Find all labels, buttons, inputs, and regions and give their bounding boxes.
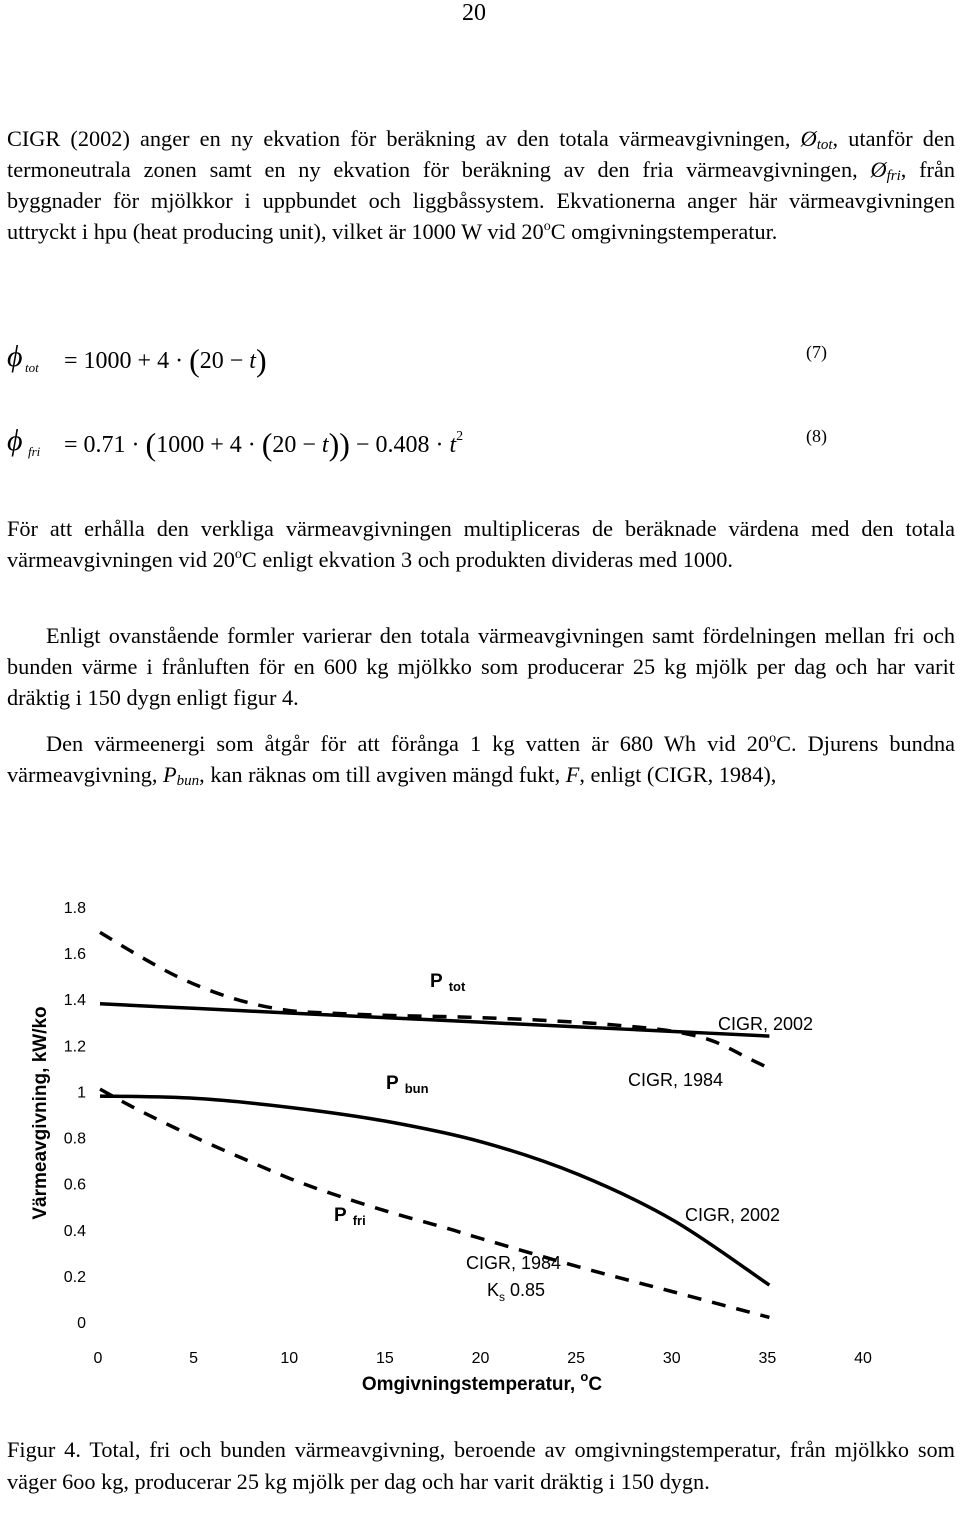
x-tick-label: 5 xyxy=(189,1350,199,1367)
paragraph-3 xyxy=(7,620,955,713)
para3-line3: mjölk per dag och har varit dräktig i 150 dygn enligt figur 4. xyxy=(7,654,955,710)
symbol-f: F xyxy=(565,762,580,787)
label-p-tot: P $_{tot}$ xyxy=(430,971,466,994)
para4-line2: bundna värmeavgivning, xyxy=(7,731,956,787)
para4-line2b: , kan räknas om till avgiven mängd fukt, xyxy=(199,762,566,787)
series-line-p-tot-cigr-1984 xyxy=(100,932,769,1068)
x-tick-label: 30 xyxy=(662,1350,681,1367)
para4-line2c: , enligt (CIGR, xyxy=(579,762,714,787)
paragraph-4 xyxy=(7,728,955,790)
label-ks: $K_s$ 0.85 xyxy=(487,1280,546,1304)
para2-line2: den totala värmeavgivningen vid 20 xyxy=(7,516,955,572)
para1-line5: 1000 W vid 20 xyxy=(411,219,544,244)
symbol-o-tot: Ø xyxy=(800,126,817,151)
subscript-tot: tot xyxy=(816,137,833,153)
series-line-p-fri-cigr-1984-ks-0-85 xyxy=(100,1089,769,1317)
equation-8-number: (8) xyxy=(806,426,827,446)
para2-line2b: C enligt ekvation 3 och produkten divideras med xyxy=(241,547,678,572)
phi-symbol: ϕ xyxy=(7,340,23,373)
degree-sup: o xyxy=(769,731,777,746)
heat-emission-chart xyxy=(0,885,960,1425)
y-tick-label: 0.6 xyxy=(63,1176,86,1194)
para1-line2: , utanför den termoneutrala zonen samt en ny ekvation för beräkning av den fria xyxy=(7,126,955,182)
para1-line3: värmeavgivningen, xyxy=(686,157,871,182)
y-tick-label: 0.8 xyxy=(63,1130,86,1148)
para1-line5b: C omgivningstemperatur. xyxy=(550,219,778,244)
para1-line1: CIGR (2002) anger en ny ekvation för beräkning av den totala värmeavgivningen, xyxy=(7,126,791,151)
x-tick-label: 0 xyxy=(93,1350,103,1367)
y-tick-label: 0.2 xyxy=(63,1268,86,1286)
label-cigr1984-tot: CIGR, 1984 xyxy=(628,1070,724,1090)
paragraph-2 xyxy=(7,513,955,575)
degree-sup: o xyxy=(234,547,242,562)
para4-line1b: C. Djurens xyxy=(776,731,879,756)
label-cigr2002-fri: CIGR, 2002 xyxy=(685,1205,781,1225)
para3-line1: Enligt ovanstående formler varierar den totala värmeavgivningen samt fördelningen xyxy=(46,623,817,648)
symbol-o-fri: Ø xyxy=(870,157,887,182)
para4-line3: 1984), xyxy=(718,762,777,787)
phi-subscript: fri xyxy=(28,444,41,459)
x-axis-ticks xyxy=(94,1350,872,1367)
equation-8-expression: = $0.71 \cdot (1000 + 4 \cdot (20 - t)) - 0.408 \cdot t^2$ xyxy=(64,426,464,462)
equation-7-number: (7) xyxy=(806,342,827,362)
subscript-bun: bun xyxy=(176,773,200,789)
equation-7 xyxy=(7,340,827,390)
equation-8 xyxy=(7,424,827,474)
phi-symbol: ϕ xyxy=(7,424,23,457)
y-axis-ticks xyxy=(64,900,86,1332)
y-tick-label: 1 xyxy=(77,1084,86,1102)
symbol-p: P xyxy=(163,762,177,787)
y-tick-label: 1.8 xyxy=(63,900,86,917)
para1-line4: Ekvationerna anger här värmeavgivningen uttryckt i hpu (heat producing unit), vilket är xyxy=(7,188,955,244)
equation-7-expression: = 1000 + 4 · (20 − t) xyxy=(64,342,267,378)
y-axis-label: Värmeavgivning, kW/ko xyxy=(30,1006,51,1220)
para4-line1: Den värmeenergi som åtgår för att förånga 1 kg vatten är 680 Wh vid 20 xyxy=(46,731,770,756)
x-tick-label: 10 xyxy=(280,1350,299,1367)
para2-line1: För att erhålla den verkliga värmeavgivningen multipliceras de beräknade värdena med xyxy=(7,516,850,541)
para2-line3: 1000. xyxy=(682,547,733,572)
x-tick-label: 40 xyxy=(854,1350,872,1367)
y-tick-label: 1.4 xyxy=(63,992,86,1010)
label-p-bun: P $_{bun}$ xyxy=(386,1073,429,1096)
figure-caption: Figur 4. Total, fri och bunden värmeavgivning, beroende av omgivningstemperatur, från mjölkko som väger 6oo kg, producerar 25 kg mjölk per dag och har varit dräktig i 150 dygn. xyxy=(7,1437,955,1494)
page-number: 20 xyxy=(462,0,486,26)
x-tick-label: 35 xyxy=(758,1350,777,1367)
label-p-fri: P $_{fri}$ xyxy=(334,1205,366,1228)
y-tick-label: 0 xyxy=(77,1315,86,1332)
para3-line2: mellan fri och bunden värme i frånluften för en 600 kg mjölkko som producerar 25 kg xyxy=(7,623,955,679)
intro-paragraph xyxy=(7,123,955,247)
series-line-p-fri-cigr-2002 xyxy=(100,1096,769,1285)
degree-sup: o xyxy=(543,219,551,234)
x-axis-label: Omgivningstemperatur, $^o$C xyxy=(361,1369,603,1395)
y-tick-label: 1.2 xyxy=(63,1038,86,1056)
para1-line3b: , från byggnader för mjölkkor i uppbundet och liggbåssystem. xyxy=(7,157,955,213)
x-tick-label: 25 xyxy=(567,1350,586,1367)
subscript-fri: fri xyxy=(886,168,901,184)
label-cigr2002-tot: CIGR, 2002 xyxy=(718,1014,814,1034)
x-tick-label: 15 xyxy=(375,1350,394,1367)
label-cigr1984-fri: CIGR, 1984 xyxy=(466,1253,562,1273)
x-tick-label: 20 xyxy=(471,1350,490,1367)
y-tick-label: 1.6 xyxy=(63,946,86,964)
phi-subscript: tot xyxy=(25,360,39,375)
y-tick-label: 0.4 xyxy=(63,1222,86,1240)
